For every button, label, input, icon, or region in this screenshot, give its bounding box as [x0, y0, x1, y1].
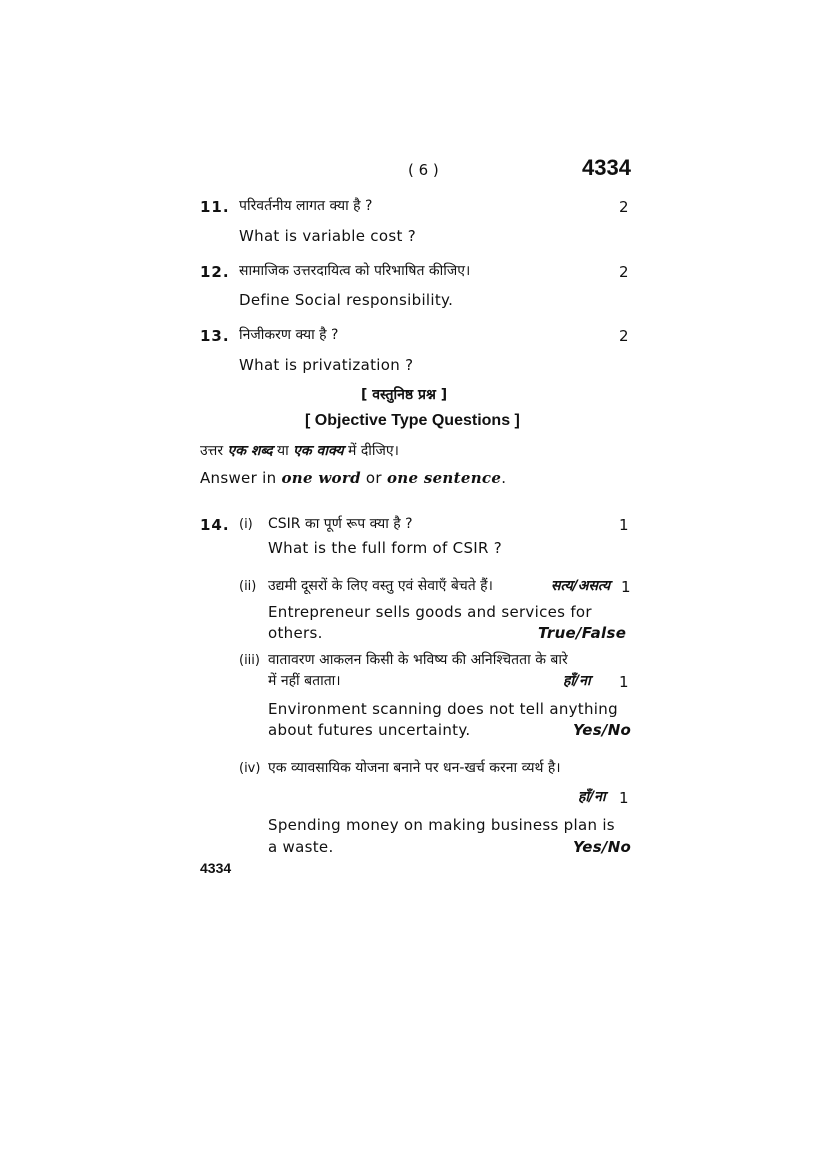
question-marks: 2 [619, 198, 629, 216]
question-number: 11. [200, 198, 230, 216]
question-marks: 2 [619, 327, 629, 345]
footer-code: 4334 [200, 860, 232, 876]
subquestion-hindi: एक व्यावसायिक योजना बनाने पर धन-खर्च करना व्यर्थ है। [268, 760, 561, 776]
subquestion-english-line: a waste. [268, 838, 334, 856]
subquestion-marks: 1 [619, 789, 629, 807]
subquestion-hindi-line: में नहीं बताता। [268, 673, 341, 689]
question-english: Define Social responsibility. [239, 291, 454, 309]
subquestion-option-english: Yes/No [573, 721, 632, 739]
subquestion-option-hindi: हाँ/ना [578, 789, 606, 805]
question-english: What is variable cost ? [239, 227, 416, 245]
subquestion-marks: 1 [621, 578, 631, 596]
subquestion-hindi-line: वातावरण आकलन किसी के भविष्य की अनिश्चितता के बारे [268, 652, 568, 668]
question-english: What is privatization ? [239, 356, 414, 374]
subquestion-hindi: CSIR का पूर्ण रूप क्या है ? [268, 516, 413, 532]
subquestion-label: (i) [239, 517, 253, 532]
page-number: ( 6 ) [408, 161, 439, 179]
instruction-english: Answer in one word or one sentence. [200, 469, 507, 487]
question-hindi: निजीकरण क्या है ? [239, 327, 339, 343]
question-hindi: सामाजिक उत्तरदायित्व को परिभाषित कीजिए। [239, 263, 471, 279]
subquestion-label: (iii) [239, 653, 260, 668]
question-hindi: परिवर्तनीय लागत क्या है ? [239, 198, 373, 214]
subquestion-marks: 1 [619, 673, 629, 691]
section-title-english: [ Objective Type Questions ] [305, 412, 520, 429]
paper-code: 4334 [582, 155, 631, 180]
subquestion-english: What is the full form of CSIR ? [268, 539, 503, 557]
question-number: 14. [200, 516, 230, 534]
subquestion-english-line: about futures uncertainty. [268, 721, 471, 739]
subquestion-option-english: Yes/No [573, 838, 632, 856]
subquestion-label: (iv) [239, 761, 261, 776]
subquestion-english-line: Entrepreneur sells goods and services for [268, 603, 592, 621]
section-title-hindi: [ वस्तुनिष्ठ प्रश्न ] [361, 387, 448, 403]
subquestion-english-line: others. [268, 624, 323, 642]
question-number: 13. [200, 327, 230, 345]
subquestion-hindi: उद्यमी दूसरों के लिए वस्तु एवं सेवाएँ बेचते हैं। [268, 578, 493, 594]
subquestion-marks: 1 [619, 516, 629, 534]
question-marks: 2 [619, 263, 629, 281]
subquestion-english-line: Environment scanning does not tell anything [268, 700, 618, 718]
question-number: 12. [200, 263, 230, 281]
subquestion-option-hindi: सत्य/असत्य [551, 578, 611, 594]
subquestion-option-hindi: हाँ/ना [563, 673, 591, 689]
subquestion-label: (ii) [239, 579, 257, 594]
subquestion-english-line: Spending money on making business plan is [268, 816, 615, 834]
subquestion-option-english: True/False [538, 624, 627, 642]
instruction-hindi: उत्तर एक शब्द या एक वाक्य में दीजिए। [200, 443, 399, 459]
